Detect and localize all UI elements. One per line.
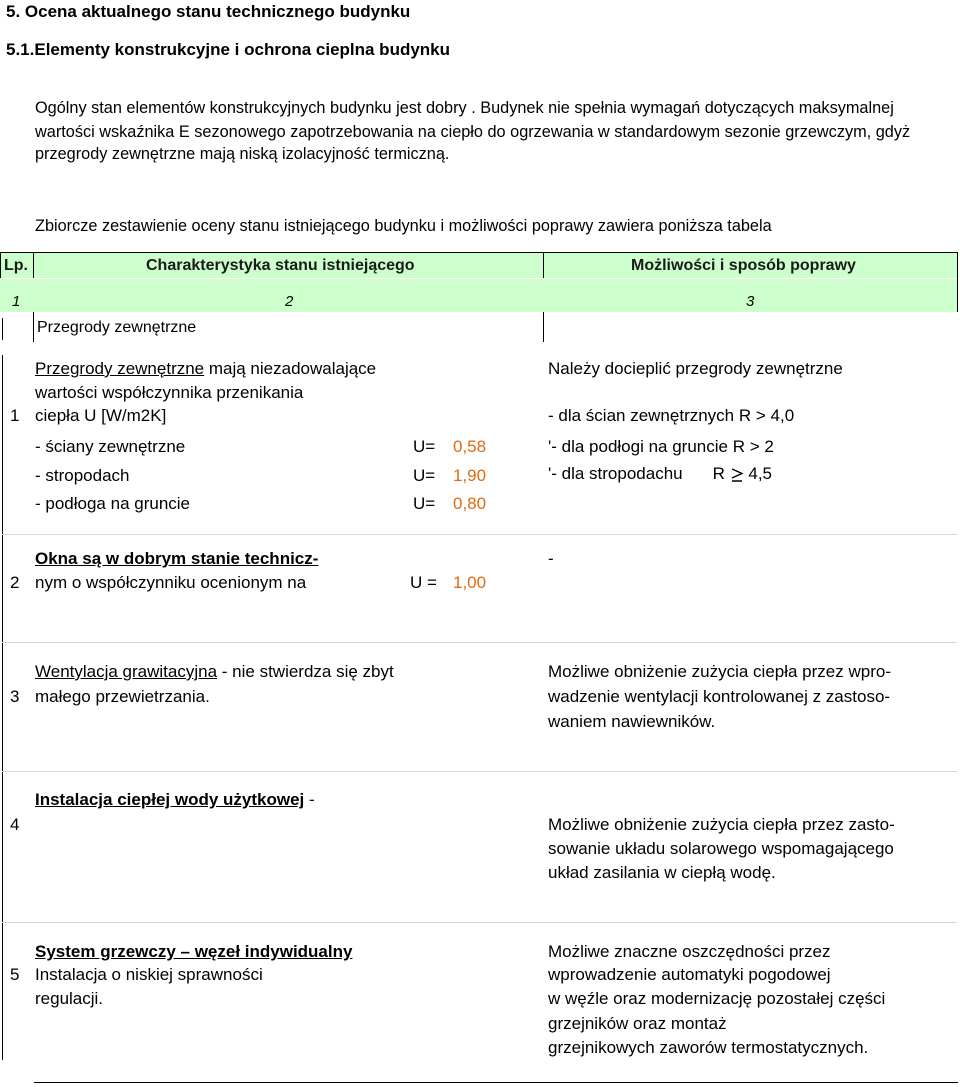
row-5-improve-5: grzejnikowych zaworów termostatycznych. (548, 1038, 869, 1057)
row-1-desc-3: ciepła U [W/m2K] (35, 406, 167, 425)
row-1-improve-4a: '- dla stropodachu (548, 464, 683, 483)
row-5-lp: 5 (10, 965, 20, 984)
row-1-desc-1: mają niezadowalające (204, 359, 377, 378)
col-number-3: 3 (746, 293, 755, 310)
row-3-improve-2: wadzenie wentylacji kontrolowanej z zastoso- (548, 687, 891, 706)
intro-line-2: wartości wskaźnika E sezonowego zapotrzebowania na ciepło do ogrzewania w standardowym sezonie grzewczym, gdyż (35, 123, 911, 141)
row-1-item-1-ulabel: U= (413, 437, 436, 456)
header-divider-2 (543, 252, 544, 278)
row-3-title-rest: - nie stwierdza się zbyt (217, 662, 394, 681)
row-1-improve-2: - dla ścian zewnętrznych R > 4,0 (548, 406, 795, 425)
row-2-ulabel: U = (410, 573, 437, 592)
row-1-improve-3: '- dla podłogi na gruncie R > 2 (548, 437, 774, 456)
row-4-improve-2: sowanie układu solarowego wspomagającego (548, 839, 894, 858)
row-5-improve-4: grzejników oraz montaż (548, 1014, 727, 1033)
row-1-title-line (35, 359, 376, 379)
row-5-improve-2: wprowadzenie automatyki pogodowej (548, 965, 831, 984)
row-3-bottom-rule (2, 771, 957, 772)
row-1-item-1-label: - ściany zewnętrzne (35, 437, 186, 456)
row-5-desc-1: Instalacja o niskiej sprawności (35, 965, 263, 984)
row-4-bottom-rule (2, 922, 957, 923)
num-row-right-border (957, 278, 958, 312)
header-right-border (957, 252, 958, 278)
row-1-item-3-ulabel: U= (413, 494, 436, 513)
row-2-improve: - (548, 549, 554, 568)
row-2-title: Okna są w dobrym stanie technicz- (35, 549, 319, 568)
row-4-improve-3: układ zasilania w ciepłą wodę. (548, 863, 776, 882)
col-number-1: 1 (12, 293, 21, 310)
intro-line-1: Ogólny stan elementów konstrukcyjnych budynku jest dobry . Budynek nie spełnia wymagań dotyczących maksymalnej (35, 99, 894, 117)
greater-equal-icon (730, 467, 744, 483)
row-3-lp: 3 (10, 687, 20, 706)
column-number-row (0, 278, 958, 312)
row-1-improve-1: Należy docieplić przegrody zewnętrzne (548, 359, 843, 378)
table-top-border (0, 252, 958, 253)
row-5-title: System grzewczy – węzeł indywidualny (35, 942, 353, 961)
row-5-desc-2: regulacji. (35, 989, 104, 1008)
row-1-improve-4 (548, 464, 772, 484)
row-2-desc: nym o współczynniku ocenionym na (35, 573, 307, 592)
row-3-title: Wentylacja grawitacyjna (35, 662, 218, 681)
row-1-title: Przegrody zewnętrzne (35, 359, 205, 378)
row-4-improve-1: Możliwe obniżenie zużycia ciepła przez zasto- (548, 815, 895, 834)
header-left-border (0, 252, 1, 278)
row-4-title: Instalacja ciepłej wody użytkowej (35, 790, 305, 809)
row-1-bottom-rule (2, 534, 957, 535)
row-1-item-2-label: - stropodach (35, 466, 130, 485)
group-divider-2 (543, 312, 544, 342)
row-4-title-line (35, 790, 315, 810)
group-divider-1 (33, 312, 34, 342)
intro-line-3: przegrody zewnętrzne mają niską izolacyjność termiczną. (35, 145, 450, 163)
row-4-title-rest: - (304, 790, 315, 809)
num-row-separator (0, 278, 958, 279)
section-heading: 5. Ocena aktualnego stanu technicznego budynku (6, 2, 411, 21)
header-improve: Możliwości i sposób poprawy (631, 257, 856, 274)
group-title: Przegrody zewnętrzne (37, 319, 197, 336)
row-1-item-1-value: 0,58 (453, 437, 487, 456)
row-5-improve-1: Możliwe znaczne oszczędności przez (548, 942, 831, 961)
row-1-desc-2: wartości współczynnika przenikania (35, 383, 304, 402)
col-number-2: 2 (285, 293, 294, 310)
header-divider-1 (33, 252, 34, 278)
row-1-improve-4b: R (712, 464, 725, 483)
row-3-title-line (35, 662, 394, 682)
row-2-value: 1,00 (453, 573, 487, 592)
row-1-item-2-ulabel: U= (413, 466, 436, 485)
row-2-lp: 2 (10, 573, 20, 592)
row-1-lp: 1 (10, 406, 20, 425)
row-1-item-3-value: 0,80 (453, 494, 487, 513)
table-bottom-border (34, 1082, 958, 1083)
row-5-improve-3: w węźle oraz modernizację pozostałej części (548, 989, 886, 1008)
row-3-improve-1: Możliwe obniżenie zużycia ciepła przez wpro- (548, 662, 891, 681)
row-2-bottom-rule (2, 642, 957, 643)
row-1-item-2-value: 1,90 (453, 466, 487, 485)
row-1-item-3-label: - podłoga na gruncie (35, 494, 191, 513)
header-lp: Lp. (4, 257, 28, 274)
subsection-heading: 5.1.Elementy konstrukcyjne i ochrona cieplna budynku (6, 40, 451, 59)
row-4-lp: 4 (10, 815, 20, 834)
row-3-improve-3: waniem nawiewników. (548, 712, 716, 731)
table-left-border (2, 355, 3, 1060)
summary-text: Zbiorcze zestawienie oceny stanu istniejącego budynku i możliwości poprawy zawiera poniższa tabela (35, 217, 772, 235)
group-left-border (2, 318, 3, 340)
header-state: Charakterystyka stanu istniejącego (146, 257, 415, 274)
row-1-improve-4c: 4,5 (748, 464, 772, 483)
row-3-desc: małego przewietrzania. (35, 687, 210, 706)
